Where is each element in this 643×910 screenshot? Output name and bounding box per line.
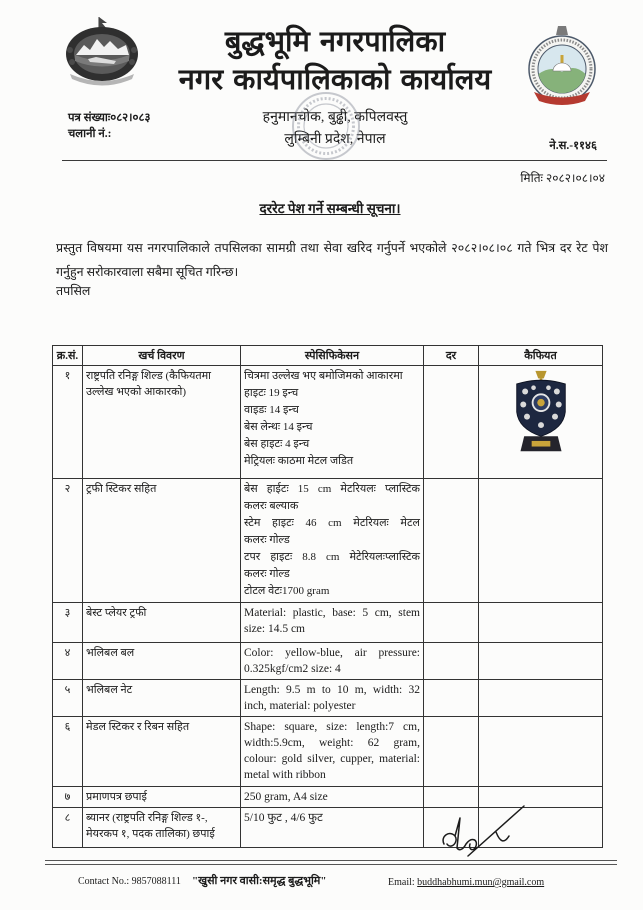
spec-line: कलरः बल्याक <box>244 500 299 512</box>
spec-line: स्टेम हाइटः 46 cm मेटरियलः मेटल <box>244 517 420 529</box>
office-stamp <box>290 90 362 162</box>
letter-number: पत्र संख्याः०८२।०८३ <box>68 112 151 124</box>
row-specification <box>241 366 424 479</box>
nepal-sambat-year: ने.स.-११४६ <box>549 140 597 152</box>
row-item-description: भलिबल बल <box>83 643 241 680</box>
spec-line: मेट्रियलः काठमा मेटल जडित <box>244 455 354 467</box>
header-rate: दर <box>424 346 479 366</box>
spec-line: बेस हाईटः 15 cm मेटरियलः प्लास्टिक <box>244 483 420 495</box>
row-specification <box>241 479 424 603</box>
row-rate <box>424 643 479 680</box>
row-specification: Color: yellow-blue, air pressure: 0.325kgf/cm2 size: 4 <box>241 643 424 680</box>
row-rate <box>424 366 479 479</box>
row-specification: Length: 9.5 m to 10 m, width: 32 inch, material: polyester <box>241 680 424 717</box>
row-serial-number: ५ <box>53 680 83 717</box>
row-remarks <box>479 717 603 787</box>
table-row <box>53 643 603 680</box>
table-header-row <box>53 346 603 366</box>
row-rate <box>424 680 479 717</box>
row-serial-number: ८ <box>53 808 83 848</box>
notice-subject: दररेट पेश गर्ने सम्बन्धी सूचना। <box>259 201 401 216</box>
spec-line: चित्रमा उल्लेख भए बमोजिमको आकारमा <box>244 370 403 382</box>
row-item-description: राष्ट्रपति रनिङ्ग शिल्ड (कैफियतमा उल्लेख भएको आकारको) <box>83 366 241 479</box>
row-remarks <box>479 680 603 717</box>
row-serial-number: १ <box>53 366 83 479</box>
header-serial-number: क्र.सं. <box>53 346 83 366</box>
row-specification: 5/10 फुट , 4/6 फुट <box>241 808 424 848</box>
email-label: Email: <box>388 877 415 888</box>
row-remarks <box>479 643 603 680</box>
header-divider <box>62 160 607 161</box>
header-specification: स्पेसिफिकेसन <box>241 346 424 366</box>
table-row <box>53 717 603 787</box>
spec-line: बेस लेन्थः 14 इन्च <box>244 421 313 433</box>
dispatch-number: चलानी नं.: <box>68 128 112 140</box>
spec-line: कलरः गोल्ड <box>244 568 290 580</box>
row-item-description: बेस्ट प्लेयर ट्रफी <box>83 603 241 643</box>
email-address: buddhabhumi.mun@gmail.com <box>417 877 545 888</box>
table-row <box>53 603 603 643</box>
row-specification: 250 gram, A4 size <box>241 787 424 808</box>
spec-line: टपर हाइटः 8.8 cm मेटेरियलःप्लास्टिक <box>244 551 420 563</box>
notice-body: प्रस्तुत विषयमा यस नगरपालिकाले तपसिलका सामग्री तथा सेवा खरिद गर्नुपर्ने भएकोले २०८२।०८।०८ गते भित्र दर रेट पेश गर्नुहुन सरोकारवाला सबैमा सूचित गरिन्छ। <box>56 241 608 279</box>
row-remarks <box>479 603 603 643</box>
row-item-description: ब्यानर (राष्ट्रपति रनिङ्ग शिल्ड १-, मेयरकप १, पदक तालिका) छपाई <box>83 808 241 848</box>
header-remarks: कैफियत <box>479 346 603 366</box>
row-rate <box>424 479 479 603</box>
trophy-shield-icon <box>513 368 569 456</box>
spec-line: बेस हाइटः 4 इन्च <box>244 438 310 450</box>
row-serial-number: ७ <box>53 787 83 808</box>
spec-line: टोटल वेटः1700 gram <box>244 585 330 597</box>
spec-line: हाइटः 19 इन्च <box>244 387 299 399</box>
row-item-description: मेडल स्टिकर र रिबन सहित <box>83 717 241 787</box>
table-row <box>53 680 603 717</box>
table-row <box>53 479 603 603</box>
municipality-logo-icon <box>518 24 606 108</box>
schedule-label: तपसिल <box>56 284 91 298</box>
row-serial-number: ४ <box>53 643 83 680</box>
municipality-name: बुद्धभूमि नगरपालिका <box>224 24 446 58</box>
table-row <box>53 366 603 479</box>
row-rate <box>424 603 479 643</box>
province-line: लुम्बिनी प्रदेश, नेपाल <box>284 132 386 147</box>
handwritten-signature <box>438 800 528 860</box>
office-name: नगर कार्यपालिकाको कार्यालय <box>178 62 492 96</box>
letter-date: मितिः २०८२।०८।०४ <box>520 171 605 185</box>
row-serial-number: ३ <box>53 603 83 643</box>
row-item-description: भलिबल नेट <box>83 680 241 717</box>
row-specification: Material: plastic, base: 5 cm, stem size: 14.5 cm <box>241 603 424 643</box>
row-remarks <box>479 479 603 603</box>
row-serial-number: २ <box>53 479 83 603</box>
spec-line: वाइडः 14 इन्च <box>244 404 299 416</box>
email-line <box>388 877 544 888</box>
address-line: हनुमानचोक, बुढ्ढी, कपिलवस्तु <box>262 110 408 125</box>
contact-number: Contact No.: 9857088111 <box>78 876 181 887</box>
row-serial-number: ६ <box>53 717 83 787</box>
row-item-description: प्रमाणपत्र छपाई <box>83 787 241 808</box>
row-remarks <box>479 366 603 479</box>
footer-divider <box>45 860 617 865</box>
municipality-slogan: "खुसी नगर वासी:समृद्ध बुद्धभूमि" <box>192 875 327 887</box>
row-item-description: ट्रफी स्टिकर सहित <box>83 479 241 603</box>
row-rate <box>424 717 479 787</box>
row-specification: Shape: square, size: length:7 cm, width:5.9cm, weight: 62 gram, colour: gold silver, cupper, material: metal with ribbon <box>241 717 424 787</box>
items-table <box>52 345 603 848</box>
header-expense-description: खर्च विवरण <box>83 346 241 366</box>
spec-line: कलरः गोल्ड <box>244 534 290 546</box>
